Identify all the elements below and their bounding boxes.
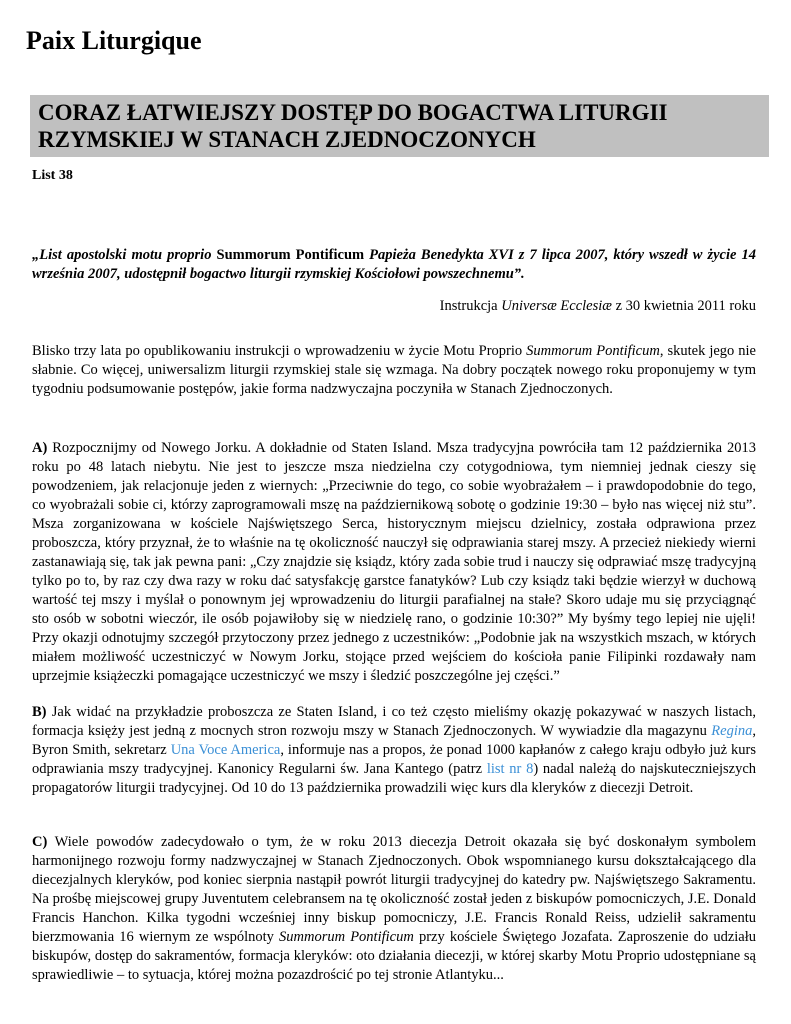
list-8-link[interactable]: list nr 8 [486, 761, 534, 777]
source-prefix: Instrukcja [439, 298, 502, 314]
article-title: CORAZ ŁATWIEJSZY DOSTĘP DO BOGACTWA LITURGII RZYMSKIEJ W STANACH ZJEDNOCZONYCH [38, 100, 668, 152]
section-b-paragraph [32, 703, 756, 798]
section-b-text-1: Jak widać na przykładzie proboszcza ze Staten Island, i co też często mieliśmy okazję pokazywać w naszych listach, formacja księży jest jedną z mocnych stron rozwoju mszy w Stanach Zjednoczonych. W wywiadzie dla magazynu [32, 704, 756, 739]
intro-text-3: , skutek jego nie słabnie. Co więcej, uniwersalizm liturgii rzymskiej stale się wzmaga. Na dobry początek nowego roku proponujemy w tym tygodniu podsumowanie postępów, jakie forma nadzwyczajna poczyniła w Stanach Zjednoczonych. [32, 343, 756, 397]
intro-text-1: Blisko trzy lata po opublikowaniu instrukcji o wprowadzeniu w życie Motu Proprio [32, 343, 527, 359]
section-c-label: C) [32, 834, 48, 850]
section-c-text-1: Wiele powodów zadecydowało o tym, że w roku 2013 diecezja Detroit okazała się być doskonałym symbolem harmonijnego rozwoju formy nadzwyczajnej w Stanach Zjednoczonych. Obok wspomnianego kursu dokształcającego dla diecezjalnych kleryków, pod koniec sierpnia nastąpił powrót liturgii tradycyjnej do katedry pw. Najświętszego Sakramentu. Na prośbę miejscowej grupy Juventutem celebransem na tę okoliczność został jeden z biskupów pomocniczych, J.E. Donald Francis Hanchon. Kilka tygodni wcześniej inny biskup pomocniczy, J.E. Francis Ronald Reiss, udzielił sakramentu bierzmowania 16 wiernym ze wspólnoty [32, 834, 756, 945]
list-number: List 38 [32, 168, 73, 183]
intro-document-name: Summorum Pontificum [526, 343, 660, 359]
quote-part-3: Papieża Benedykta XVI z 7 lipca 2007, który wszedł w życie 14 września 2007, udostępnił bogactwo liturgii rzymskiej Kościołowi powszechnemu”. [32, 247, 756, 282]
section-b-label: B) [32, 704, 47, 720]
section-b-text-2: , Byron Smith, sekretarz [32, 723, 756, 758]
quote-part-1: „List apostolski motu proprio [32, 247, 217, 263]
section-c-text-3: przy kościele Świętego Jozafata. Zaproszenie do udziału biskupów, dostęp do sakramentów, formacja kleryków: oto działania diecezji, w której skarby Motu Proprio udostępniane są sprawiedliwie – to sytuacja, której można pozazdrościć po tej stronie Atlantyku... [32, 929, 757, 983]
article-title-box [30, 95, 769, 157]
quote-document-name: Summorum Pontificum [216, 247, 365, 263]
section-b-text-4: ) nadal należą do najskuteczniejszych propagatorów liturgii tradycyjnej. Od 10 do 13 października prowadzili więc kurs dla kleryków z diecezji Detroit. [32, 761, 757, 796]
section-a-paragraph [32, 439, 756, 686]
section-c-paragraph [32, 833, 756, 985]
section-c-document-name: Summorum Pontificum [279, 929, 414, 945]
quote-source [440, 297, 756, 316]
epigraph-quote [32, 246, 756, 284]
source-document: Universæ Ecclesiæ [501, 298, 612, 314]
source-suffix: z 30 kwietnia 2011 roku [611, 298, 756, 314]
una-voce-america-link[interactable]: Una Voce America [170, 742, 281, 758]
intro-paragraph [32, 342, 756, 399]
section-b-text-3: , informuje nas a propos, że ponad 1000 kapłanów z całego kraju odbyło już kurs odprawiania mszy tradycyjnej. Kanonicy Regularni św. Jana Kantego (patrz [32, 742, 757, 777]
section-a-text: Rozpocznijmy od Nowego Jorku. A dokładnie od Staten Island. Msza tradycyjna powróciła tam 12 października 2013 roku po 48 latach niebytu. Nie jest to jeszcze msza niedzielna czy cotygodniowa, tym niemniej jednak cieszy się powodzeniem, jak relacjonuje jeden z wiernych: „Przeciwnie do tego, co sobie wyobrażałem – i prawdopodobnie do tego, co wyobrażali sobie ci, którzy zaprogramowali mszę na październikową sobotę o godzinie 19:30 – było nas więcej niż stu”. Msza zorganizowana w kościele Najświętszego Serca, historycznym miejscu dzielnicy, została odprawiona przez proboszcza, który przyznał, że to właśnie na tę okoliczność nauczył się odprawiania starej mszy. A przecież niekiedy wierni zastanawiają się, tak jak pewna pani: „Czy znajdzie się ksiądz, który zada sobie trud i nauczy się odprawiać mszę tradycyjną tylko po to, by raz czy dwa razy w roku dać satysfakcję garstce fanatyków? Lub czy ksiądz taki będzie wierzył w duchową wartość tej mszy i myślał o ponownym jej wprowadzeniu do liturgii parafialnej na stałe? Skoro udaje mu się przyciągnąć sto osób w sobotni wieczór, ile osób pojawiłoby się w niedzielę rano, o godzinie 10:30?” My byśmy tego lepiej nie ujęli! Przy okazji odnotujmy szczegół przytoczony przez jednego z uczestników: „Podobnie jak na wszystkich mszach, w których miałem możliwość uczestniczyć w Nowym Jorku, stojące przed wejściem do kościoła panie Filipinki rozdawały nam uprzejmie książeczki pomagające uczestniczyć we mszy i śledzić poszczególne jej części.” [32, 440, 756, 684]
site-title: Paix Liturgique [26, 26, 202, 55]
regina-link[interactable]: Regina [711, 723, 753, 739]
section-a-label: A) [32, 440, 48, 456]
